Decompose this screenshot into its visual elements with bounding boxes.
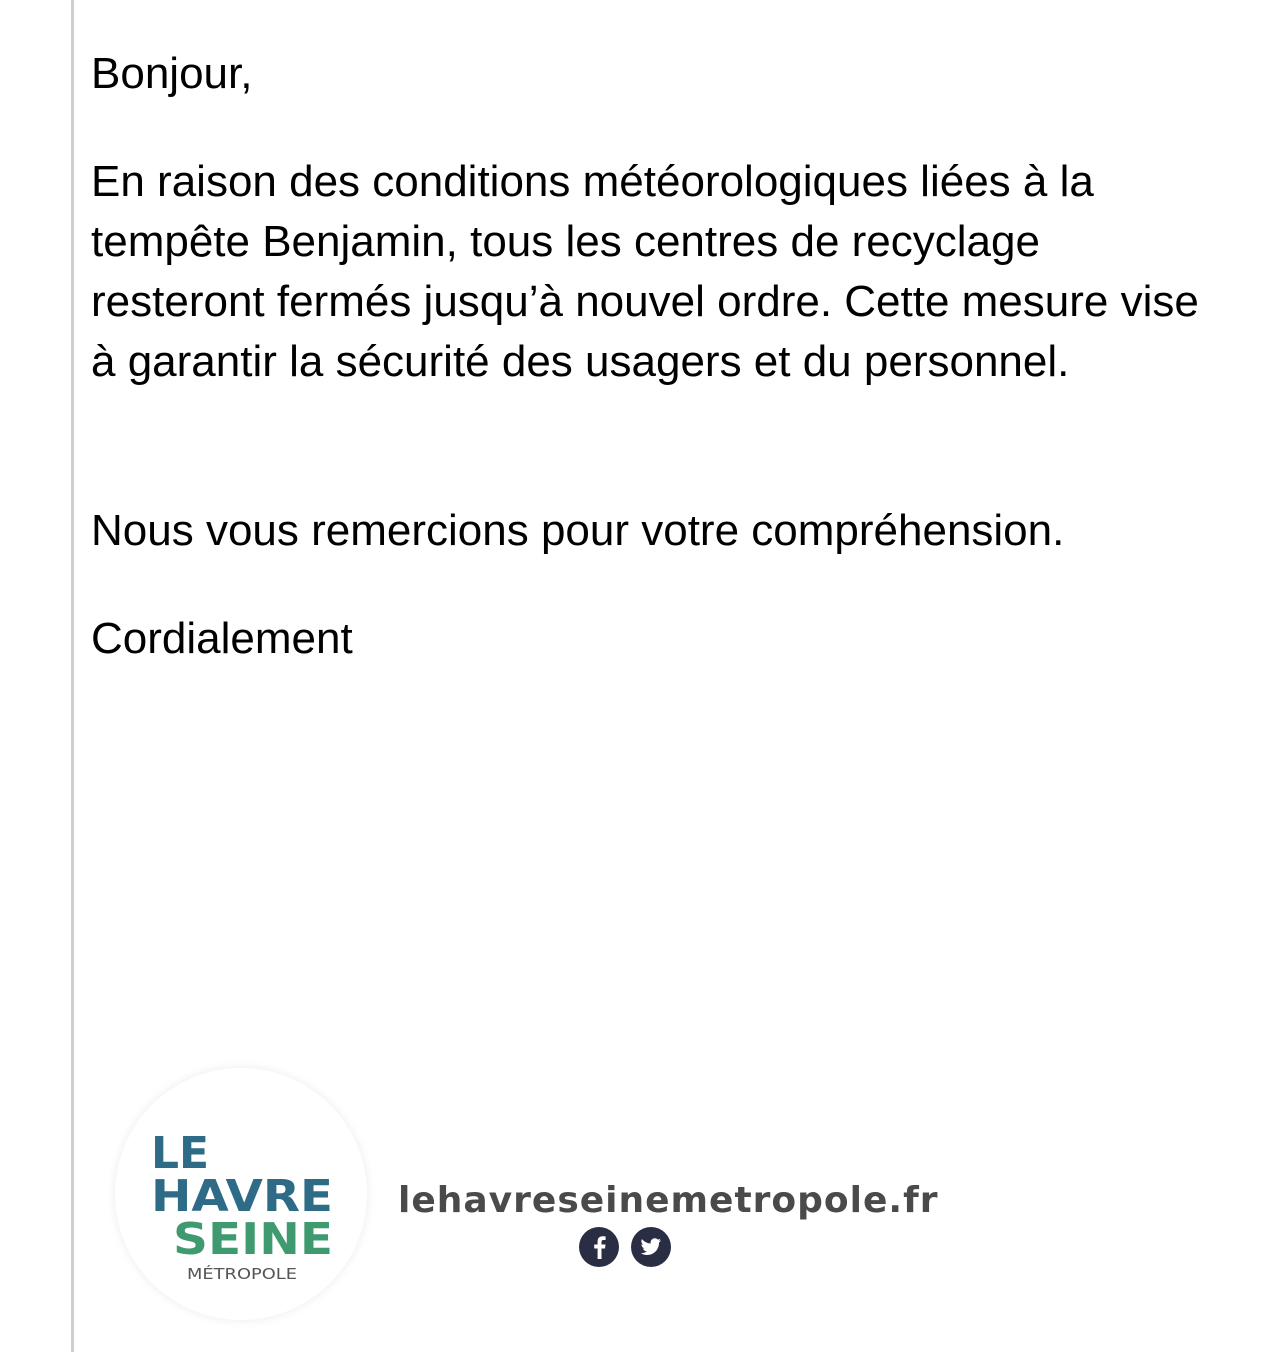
logo-line-havre: HAVRE bbox=[151, 1171, 333, 1222]
org-logo-graphic bbox=[115, 1068, 367, 1320]
logo-subtitle: MÉTROPOLE bbox=[187, 1265, 280, 1283]
logo-line-seine: SEINE bbox=[173, 1214, 333, 1265]
email-main-paragraph: En raison des conditions météorologiques liées à la tempête Benjamin, tous les centres de recyclage resteront fermés jusqu’à nouvel ordre. Cette mesure vise à garantir la sécurité des usagers et du personnel. bbox=[91, 157, 1199, 386]
email-signature bbox=[0, 1060, 1284, 1352]
email-thanks: Nous vous remercions pour votre compréhension. bbox=[91, 506, 1065, 555]
social-links bbox=[578, 1226, 672, 1268]
website-link[interactable]: lehavreseinemetropole.fr bbox=[398, 1180, 939, 1221]
email-greeting: Bonjour, bbox=[91, 49, 253, 98]
email-closing: Cordialement bbox=[91, 614, 353, 663]
facebook-icon[interactable] bbox=[578, 1226, 620, 1268]
twitter-icon[interactable] bbox=[630, 1226, 672, 1268]
logo-line-le: LE bbox=[151, 1128, 210, 1179]
org-logo bbox=[115, 1068, 367, 1320]
